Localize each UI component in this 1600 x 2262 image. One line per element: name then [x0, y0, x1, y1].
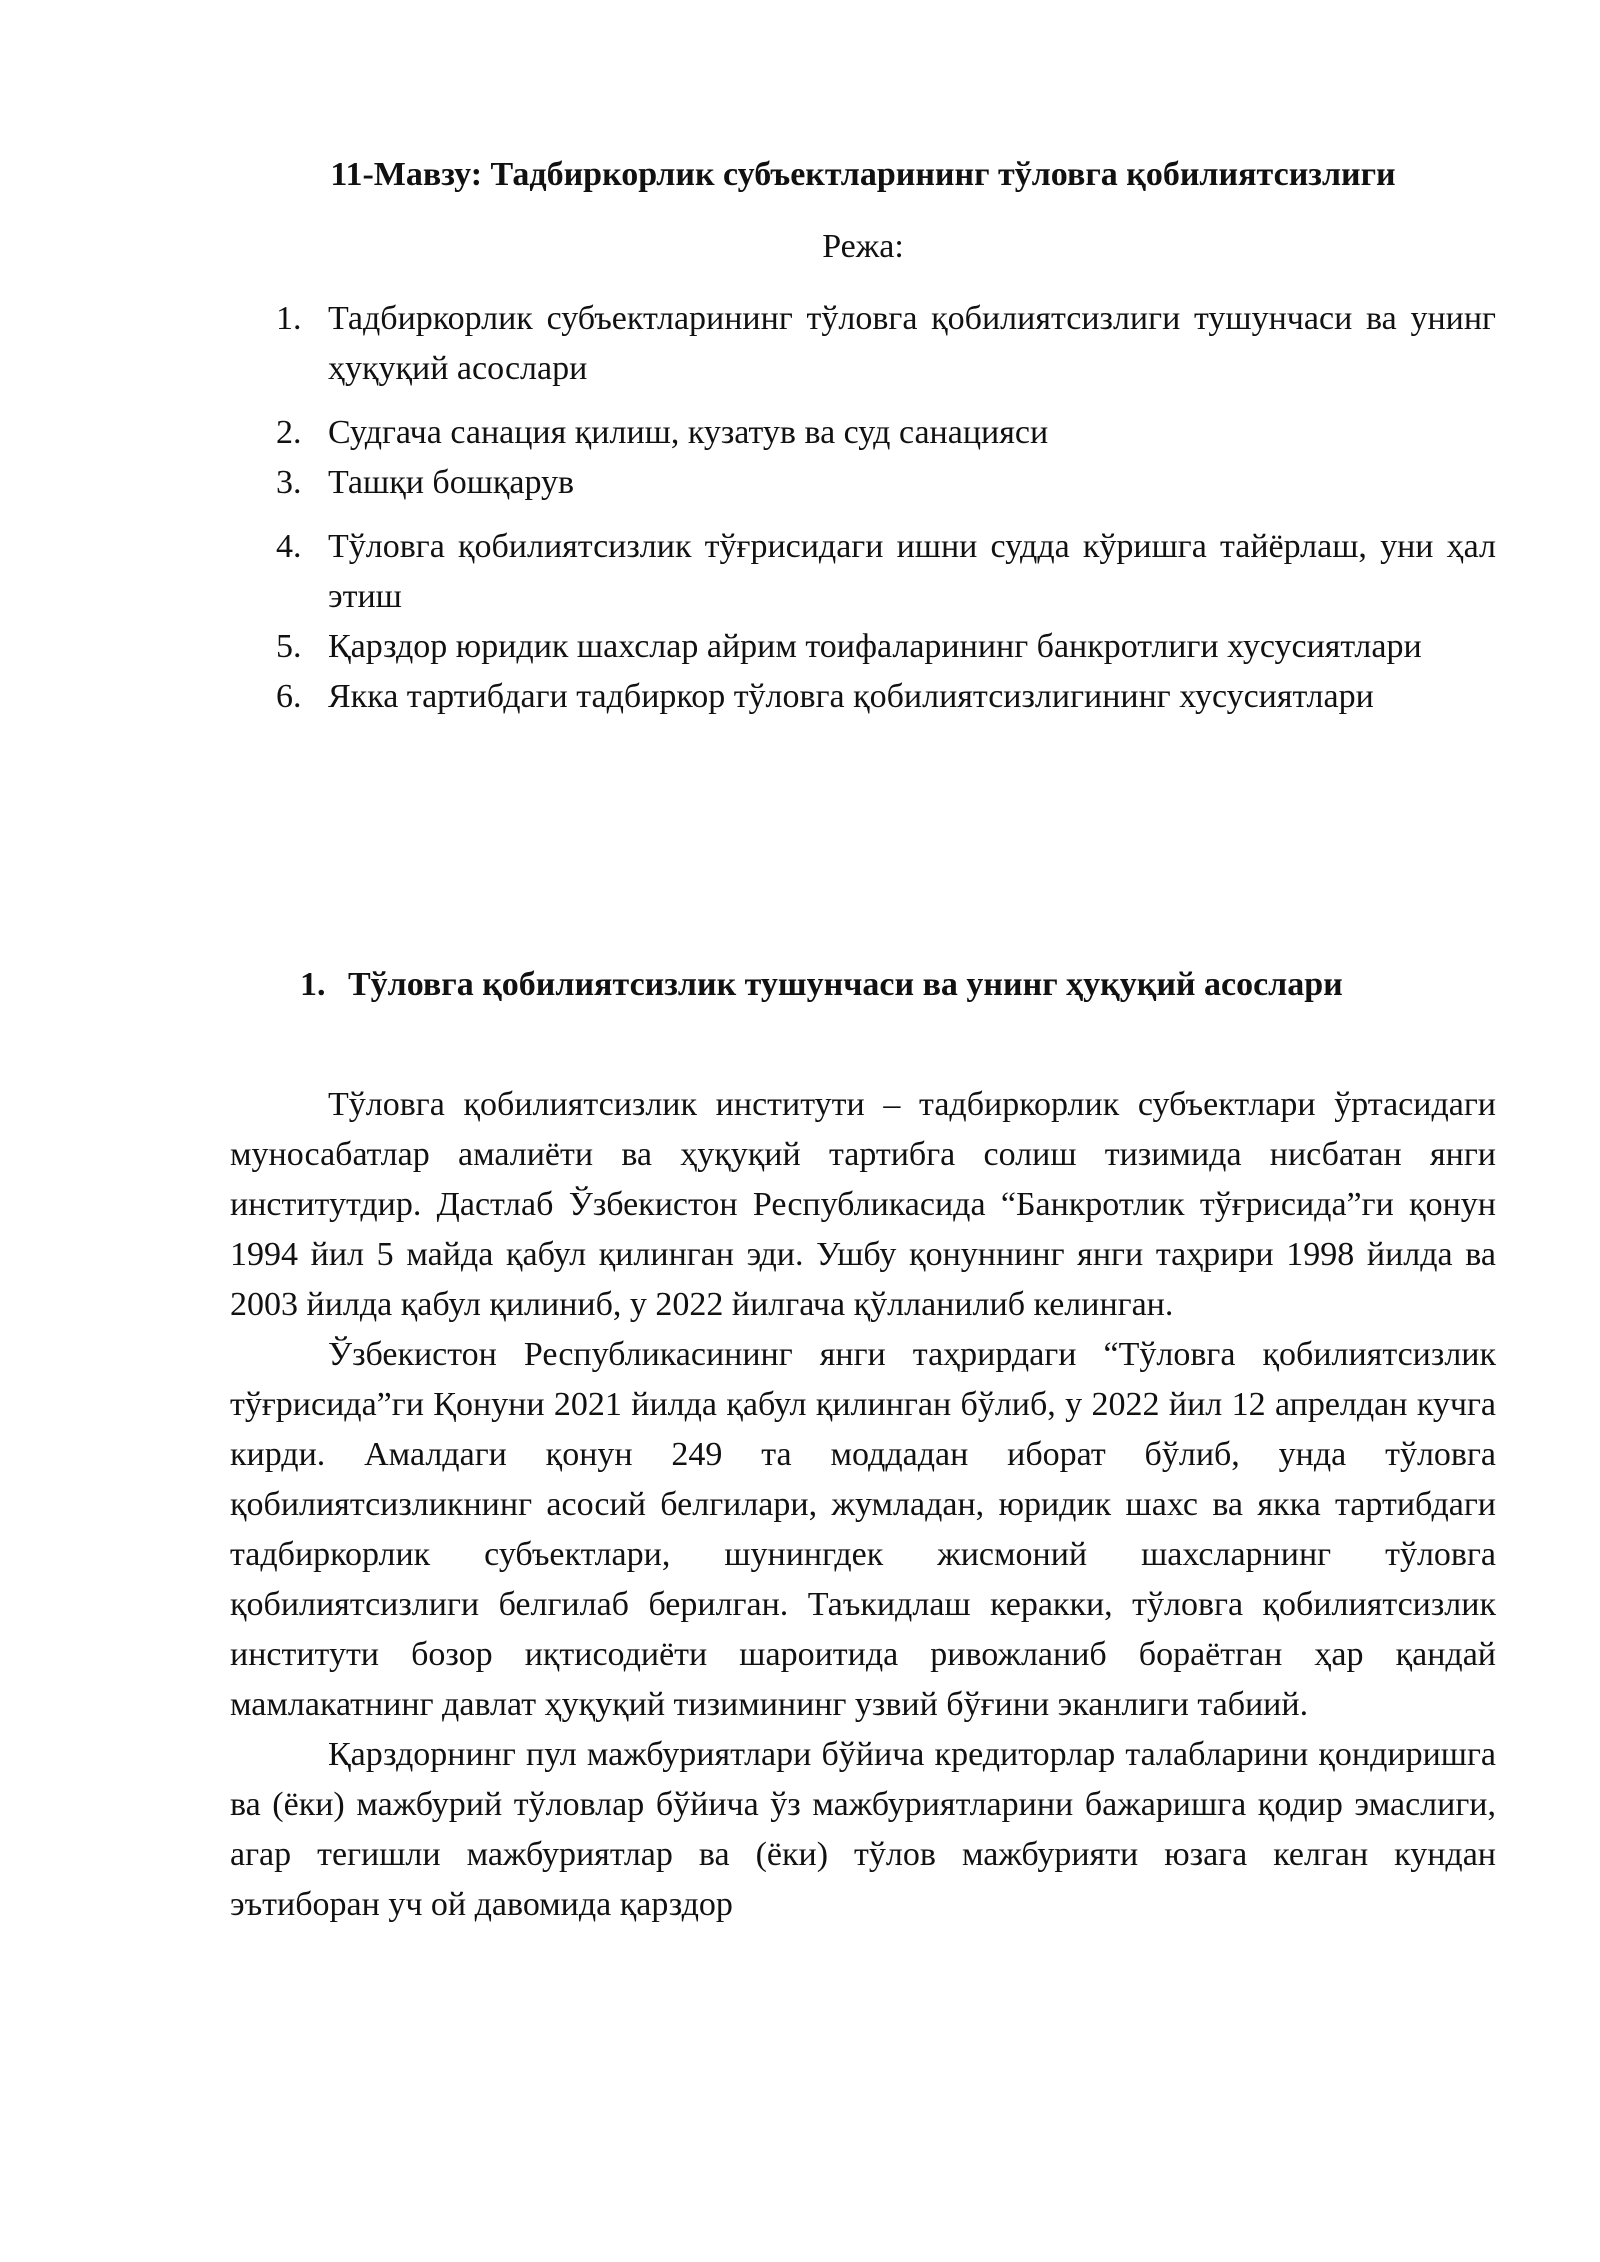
plan-item-number: 4.	[276, 528, 302, 565]
document-title: 11-Мавзу: Тадбиркорлик субъектларининг тўловга қобилиятсизлиги	[330, 156, 1396, 193]
plan-item-6	[230, 672, 1496, 722]
plan-item-number: 3.	[276, 464, 302, 501]
plan-item-1	[230, 294, 1496, 394]
plan-item-text: Судгача санация қилиш, кузатув ва суд санацияси	[328, 414, 1049, 451]
paragraph: Тўловга қобилиятсизлик институти – тадбиркорлик субъектлари ўртасидаги муносабатлар амалиёти ва ҳуқуқий тартибга солиш тизимида нисбатан янги институтдир. Дастлаб Ўзбекистон Республикасида “Банкротлик тўғрисида”ги қонун 1994 йил 5 майда қабул қилинган эди. Ушбу қонуннинг янги таҳрири 1998 йилда ва 2003 йилда қабул қилиниб, у 2022 йилгача қўлланилиб келинган.	[230, 1086, 1496, 1323]
plan-list	[230, 294, 1496, 722]
plan-item-number: 2.	[276, 414, 302, 451]
section-number: 1.	[300, 966, 326, 1003]
section-heading	[300, 960, 1496, 1010]
section-heading-text: Тўловга қобилиятсизлик тушунчаси ва унинг ҳуқуқий асослари	[348, 966, 1343, 1003]
plan-item-4	[230, 522, 1496, 622]
plan-item-3	[230, 458, 1496, 508]
plan-item-number: 6.	[276, 678, 302, 715]
plan-item-5	[230, 622, 1496, 672]
plan-item-text: Якка тартибдаги тадбиркор тўловга қобилиятсизлигининг хусусиятлари	[328, 678, 1374, 715]
plan-item-text: Тўловга қобилиятсизлик тўғрисидаги ишни судда кўришга тайёрлаш, уни ҳал этиш	[328, 528, 1496, 615]
plan-item-text: Тадбиркорлик субъектларининг тўловга қобилиятсизлиги тушунчаси ва унинг ҳуқуқий асослари	[328, 300, 1496, 387]
document-page	[230, 0, 1496, 2262]
plan-item-number: 1.	[276, 300, 302, 337]
plan-item-number: 5.	[276, 628, 302, 665]
plan-heading: Режа:	[822, 228, 904, 265]
plan-item-2	[230, 408, 1496, 458]
plan-item-text: Ташқи бошқарув	[328, 464, 575, 501]
paragraph: Ўзбекистон Республикасининг янги таҳрирдаги “Тўловга қобилиятсизлик тўғрисида”ги Қонуни 2021 йилда қабул қилинган бўлиб, у 2022 йил 12 апрелдан кучга кирди. Амалдаги қонун 249 та моддадан иборат бўлиб, унда тўловга қобилиятсизликнинг асосий белгилари, жумладан, юридик шахс ва якка тартибдаги тадбиркорлик субъектлари, шунингдек жисмоний шахсларнинг тўловга қобилиятсизлиги белгилаб берилган. Таъкидлаш керакки, тўловга қобилиятсизлик институти бозор иқтисодиёти шароитида ривожланиб бораётган ҳар қандай мамлакатнинг давлат ҳуқуқий тизимининг узвий бўғини эканлиги табиий.	[230, 1336, 1496, 1723]
body-text	[230, 1080, 1496, 1930]
plan-item-text: Қарздор юридик шахслар айрим тоифаларининг банкротлиги хусусиятлари	[328, 628, 1422, 665]
paragraph: Қарздорнинг пул мажбуриятлари бўйича кредиторлар талабларини қондиришга ва (ёки) мажбурий тўловлар бўйича ўз мажбуриятларини бажаришга қодир эмаслиги, агар тегишли мажбуриятлар ва (ёки) тўлов мажбурияти юзага келган кундан эътиборан уч ой давомида қарздор	[230, 1736, 1496, 1923]
